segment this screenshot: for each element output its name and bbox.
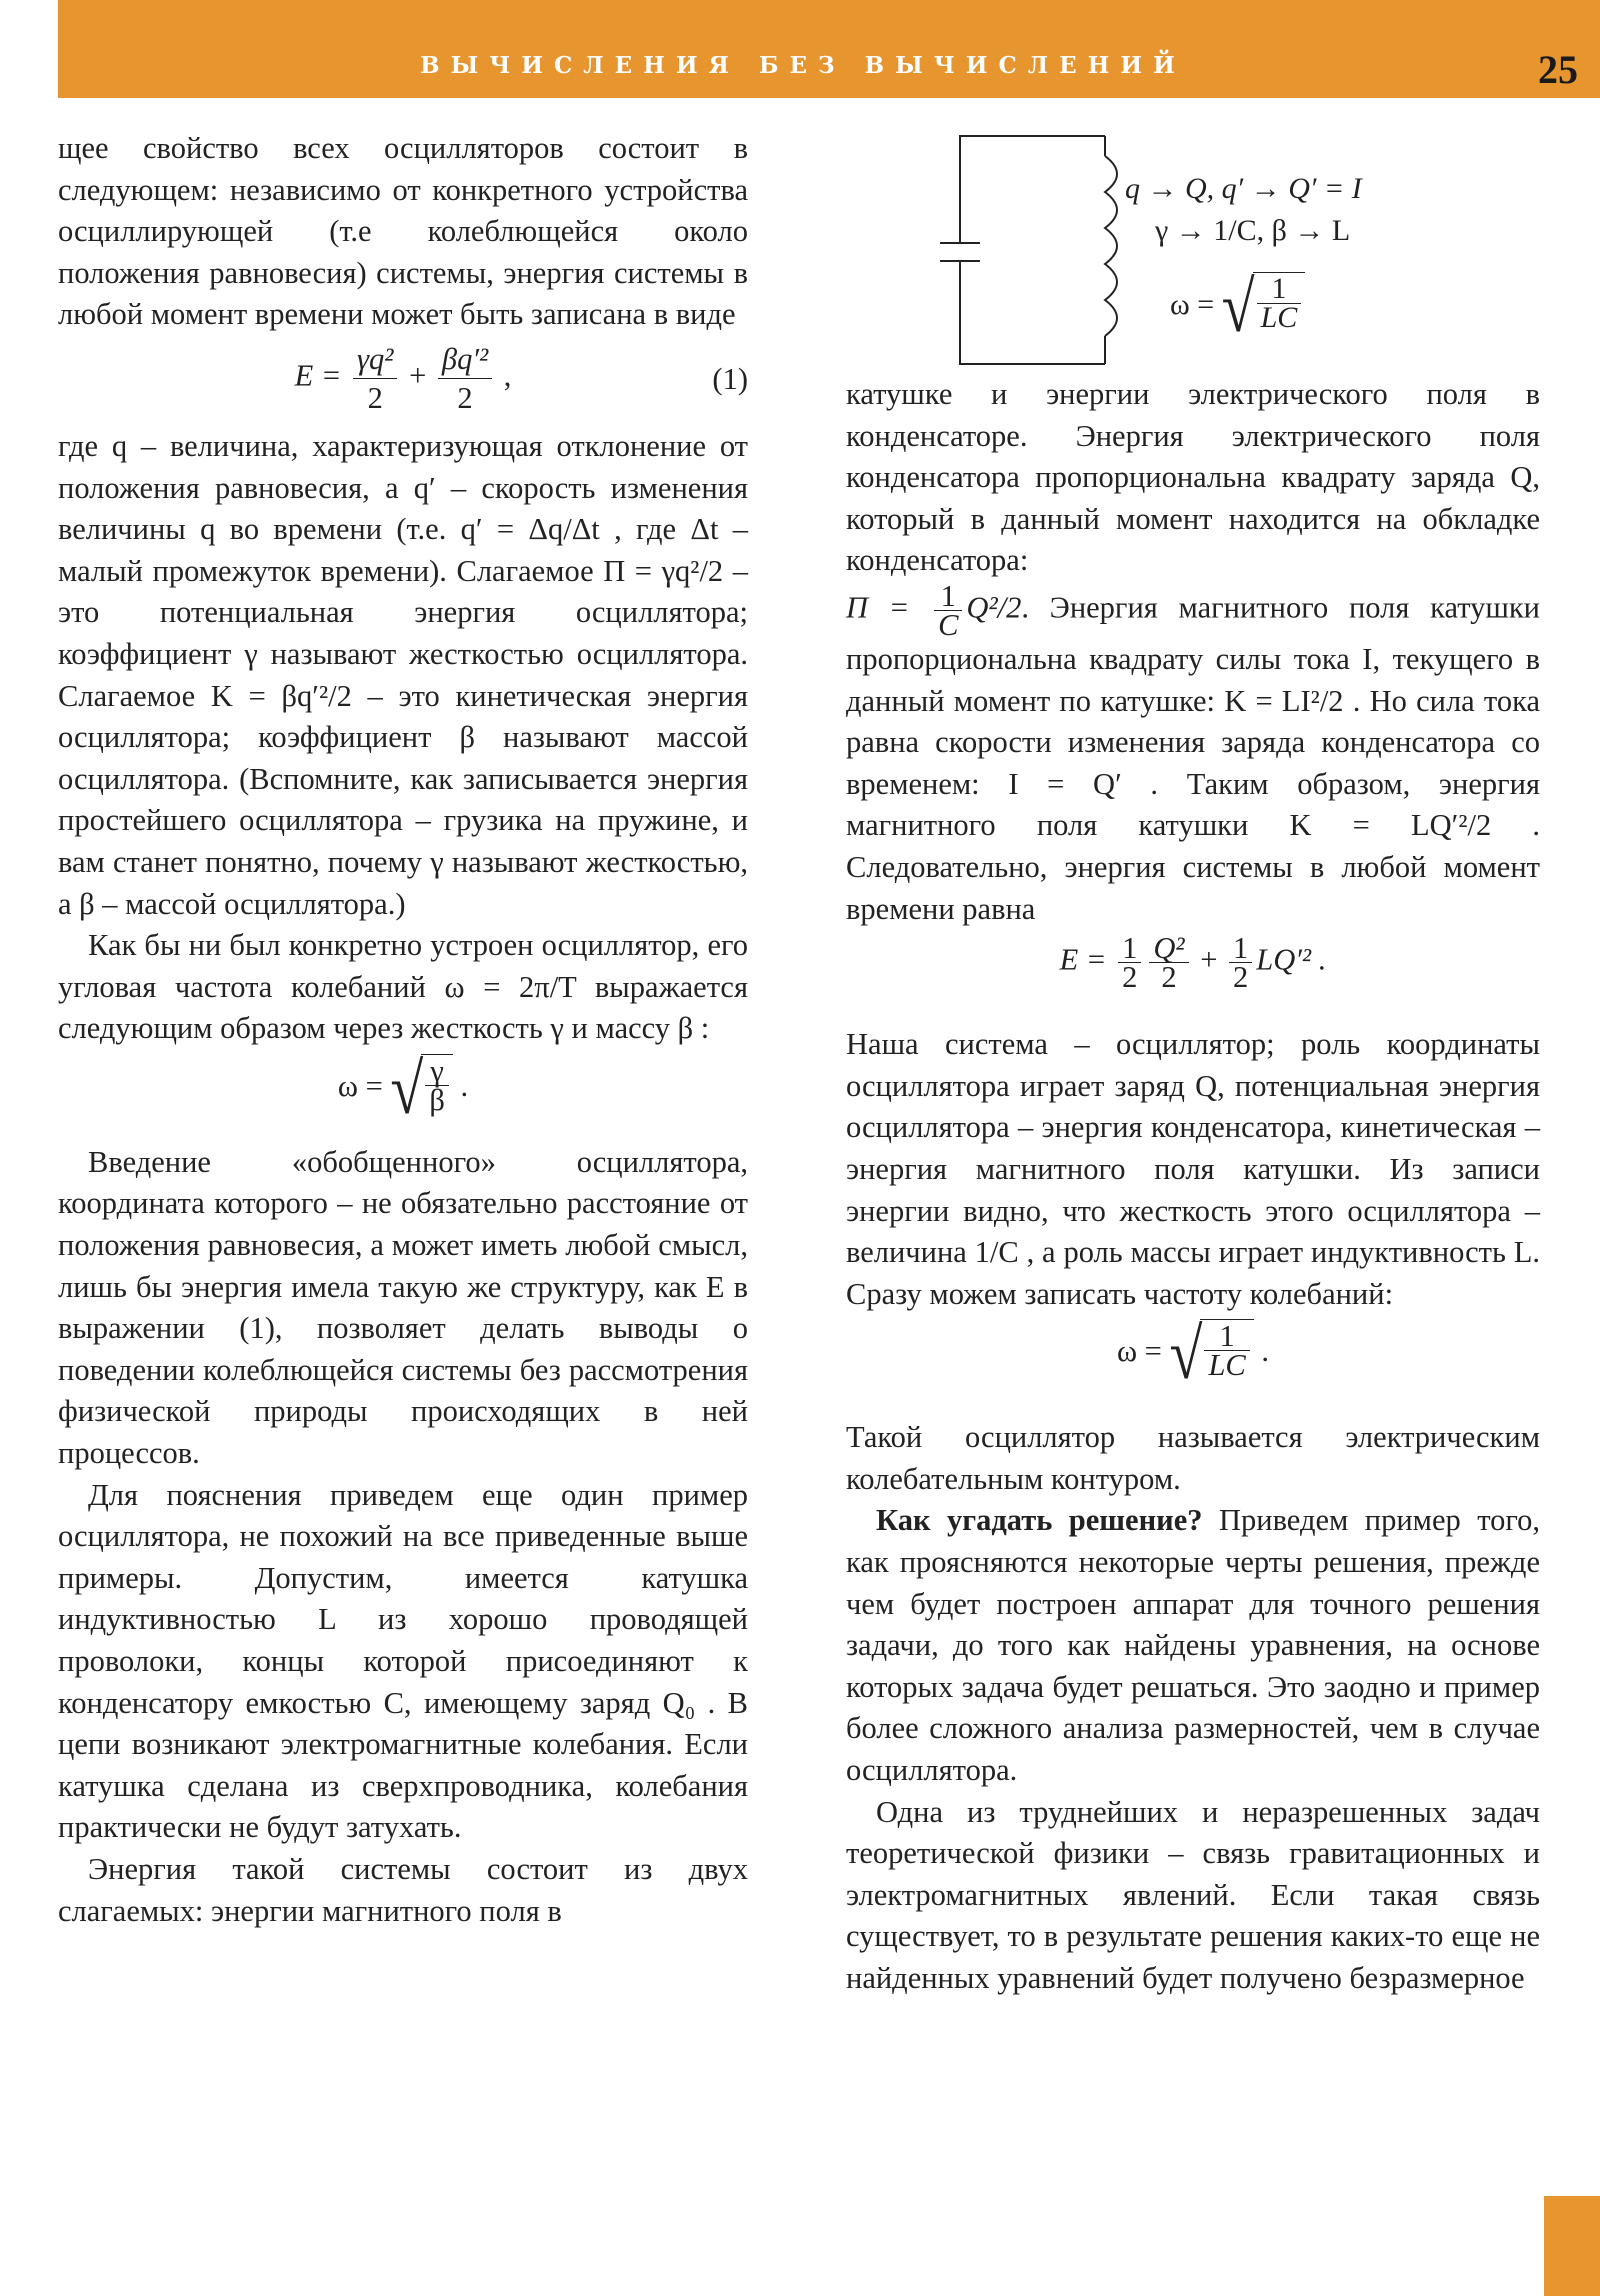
paragraph: Наша система – осциллятор; роль координаты осциллятора играет заряд Q, потенциальная энергия осциллятора – энергия конденсатора, кинетическая – энергия магнитного поля катушки. Из записи энергии видно, что жесткость этого осциллятора – величина 1/C , а роль массы играет индуктивность L. Сразу можем записать частоту колебаний:	[846, 1027, 1540, 1311]
edge-color-bar	[1544, 2196, 1600, 2296]
paragraph: Энергия такой системы состоит из двух слагаемых: энергии магнитного поля в	[58, 1851, 748, 1928]
right-column	[846, 374, 1540, 2000]
paragraph: Одна из труднейших и неразрешенных задач теоретической физики – связь гравитационных и электромагнитных явлений. Если такая связь существует, то в результате решения каких-то еще не найденных уравнений будет получено безразмерное	[846, 1794, 1540, 1995]
circuit-wire	[960, 136, 1105, 364]
sqrt-icon: √	[1221, 267, 1255, 347]
paragraph: Такой осциллятор называется электрическим колебательным контуром.	[846, 1420, 1540, 1496]
equation-number: (1)	[712, 362, 748, 397]
equation-2: ω = √ $\frac{\gamma}{\beta}$ .	[58, 1054, 748, 1136]
left-column	[58, 128, 748, 1932]
sqrt-icon: √	[390, 1049, 424, 1129]
running-title: ВЫЧИСЛЕНИЯ БЕЗ ВЫЧИСЛЕНИЙ	[420, 52, 1186, 79]
section-heading: Как угадать решение?	[876, 1503, 1203, 1538]
figure-formula-2: γ → 1/C, β → L	[1155, 214, 1351, 247]
equation-1: E = $\frac{\text{γq²}}{2}$ + $\frac{\text{βq′²}}{2}$ , (1)	[294, 341, 748, 415]
figure-formulas	[1125, 168, 1362, 252]
equation-4: ω = √ $\frac{1}{LC}$ .	[846, 1319, 1540, 1411]
paragraph: щее свойство всех осцилляторов состоит в следующем: независимо от конкретного устройства осциллирующей (т.е колеблющейся около положения равновесия) системы, энергия системы в любой момент времени может быть записана в виде	[58, 131, 748, 332]
inductor-coil	[1105, 156, 1117, 336]
sqrt-icon: √	[1169, 1314, 1203, 1394]
paragraph: Для пояснения приведем еще один пример осциллятора, не похожий на все приведенные выше примеры. Допустим, имеется катушка индуктивностью L из хорошо проводящей проволоки, концы которой присоединяют к конденсатору емкостью C, имеющему заряд Q₀ . В цепи возникают электромагнитные колебания. Если катушка сделана из сверхпроводника, колебания практически не будут затухать.	[58, 1477, 748, 1845]
page-header	[58, 0, 1600, 98]
paragraph: Как угадать решение? Приведем пример того, как проясняются некоторые черты решения, прежде чем будет построен аппарат для точного решения задачи, до того как найдены уравнения, на основе которых задача будет решаться. Это заодно и пример более сложного анализа размерностей, чем в случае осциллятора.	[846, 1503, 1540, 1788]
equation-3: E = $\frac{1}{2}$ $\frac{\text{Q²}}{2}$ + $\frac{1}{2}$ LQ′² .	[1059, 931, 1327, 995]
paragraph: где q – величина, характеризующая отклонение от положения равновесия, а q′ – скорость изменения величины q во времени (т.е. q′ = Δq/Δt , где Δt – малый промежуток времени). Слагаемое П = γq²/2 – это потенциальная энергия осциллятора; коэффициент γ называют жесткостью осциллятора. Слагаемое K = βq′²/2 – это кинетическая энергия осциллятора; коэффициент β называют массой осциллятора. (Вспомните, как записывается энергия простейшего осциллятора – грузика на пружине, и вам станет понятно, почему γ называют жесткостью, а β – массой осциллятора.)	[58, 428, 748, 921]
figure-omega-formula: ω = √ $\frac{1}{LC}$	[1170, 272, 1305, 342]
figure-formula-1: q → Q, q′ → Q′ = I	[1125, 172, 1362, 205]
paragraph: катушке и энергии электрического поля в конденсаторе. Энергия электрического поля конденсатора пропорциональна квадрату заряда Q, который в данный момент находится на обкладке конденсатора:	[846, 377, 1540, 578]
paragraph: Как бы ни был конкретно устроен осциллятор, его угловая частота колебаний ω = 2π/T выражается следующим образом через жесткость γ и массу β :	[58, 928, 748, 1046]
paragraph: Введение «обобщенного» осциллятора, координата которого – не обязательно расстояние от положения равновесия, а может иметь любой смысл, лишь бы энергия имела такую же структуру, как E в выражении (1), позволяет делать выводы о поведении колеблющейся системы без рассмотрения физической природы происходящих в ней процессов.	[58, 1144, 748, 1471]
page-number: 25	[1538, 47, 1578, 92]
paragraph: П = $\frac{1}{C}$ Q²/2. Энергия магнитного поля катушки пропорциональна квадрату силы тока I, текущего в данный момент по катушке: K = LI²/2 . Но сила тока равна скорости изменения заряда конденсатора со временем: I = Q′ . Таким образом, энергия магнитного поля катушки K = LQ′²/2 . Следовательно, энергия системы в любой момент времени равна	[846, 578, 1540, 926]
